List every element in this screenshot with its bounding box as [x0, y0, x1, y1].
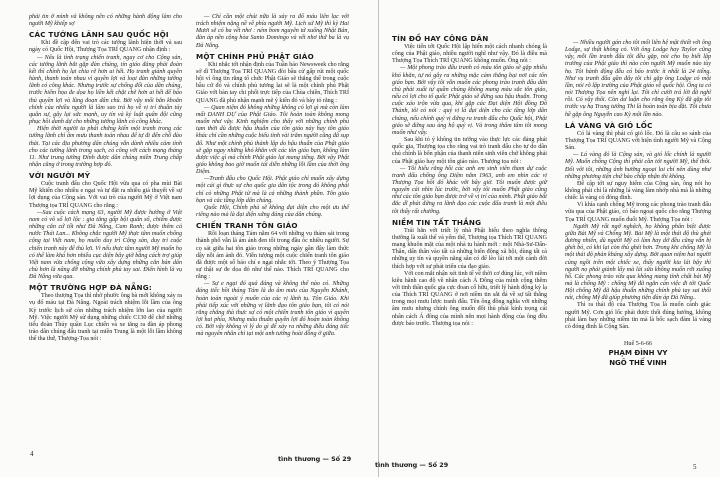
place-date: Huế 5-6-66 [624, 341, 652, 348]
paragraph: Khi nhắc tới nhận định của Tuần báo Newsweek cho rằng sở dĩ Thượng Tọa TRÍ QUANG đòi bầu cử gấp rút một quốc hội vì ông tin rằng tổ chức Phật Giáo sẽ thắng thế trong cuộc bầu cử đó và chính phủ tương lai sẽ là một chính phủ Phật Giáo với bàn tay chi phối trực tiếp của Chùa chiền, Thích TRÍ QUANG đã phủ nhận mạnh mẽ ý kiến đó và bày tỏ rằng : [196, 61, 349, 104]
author-name: NGÔ THẾ VINH [609, 359, 667, 368]
paragraph: Với con mắt nhận xét tinh tế về thời cơ đúng lúc, với niềm kiêu hãnh cao độ về nhân cách Á Đông của mình cộng thêm với tinh thần quốc gia cực đoan cố hữu, triết lý hành động kỳ lạ của Thích TRÍ QUANG ở nơi niềm tin sắt đá về sự tất thắng trong mọi mưu lược tranh đấu. Tên ông đồng nghĩa với những âm mưu nhưng chính ông muốn đối thủ phải kính trọng cái nhân cách Á đông của mình nên mọi hành động của ông đều được báo trước. Thượng tọa nói : [392, 270, 547, 327]
quote: Người Mỹ rất ngớ nghệch, họ không phân biệt được giữa Bài Mỹ và Chống Mỹ. Bài Mỹ là một thái độ thù ghét đương nhiên, dù người Mỹ có làm hay dở đều cũng vẫn bị ghét bỏ, có khi lại còn thù ghét hơn. Trong khi chống Mỹ là một thái độ phản kháng xây dựng. Bởi quan niệm hai người cùng ngồi trên một chiếc xe, thấy người kia lái bậy thì người nọ phải giành lấy mà lái sửa không muốn rớt xuống hố. Các phong trào vừa qua không mang tính chất bài Mỹ mà là chống Mỹ : chống Mỹ đã ngăn cản việc đi tới Quốc Hội chống Mỹ đã hậu thuẫn những chính phủ tay sai thối nát, chống Mỹ đã giúp phương tiện đàn áp Đà Nẵng.. [565, 223, 711, 302]
section-heading: NIỀM TIN TẤT THẮNG [392, 217, 482, 227]
paragraph: Rồi loạn tháng Tám năm 64 với những vụ thảm sát trong thành phố vẫn là ám ảnh đen tối trong đầu óc nhiều người. Sự cọ sát giữa hai tôn giáo trong những ngày gần đây làm thức dậy nỗi ám ảnh đó. Viễn tượng một cuộc chiến tranh tôn giáo đã được một số báo chí e ngại nhắc tới. Theo ý Thượng Tọa sự thật sự đe dọa đó như thế nào. Thích TRÍ QUANG cho rằng : [196, 231, 349, 281]
page-number-right: 5 [693, 463, 697, 471]
author-name: PHẠM ĐÌNH VY [608, 349, 668, 358]
quote: — Chỉ cần một chút nữa là xảy ra đổ máu liên lạc với trách nhiệm nặng nề về phía người Mỹ. Lịch sử Mỹ thì kỳ Hai Mươi sẽ có ba vết nhơ : ném bom nguyên tử xuống Nhật Bản, đàn áp nền cộng hòa Santo Domingo và vết nhơ thứ ba là vụ Đà Nẵng. [196, 14, 349, 49]
left-page-column-1 [29, 14, 182, 343]
quote: Quốc Hội, Chính phủ sẽ không đại diện cho một ưu thế riêng nào mà là đại diện xứng đáng của dân chúng. [196, 204, 349, 219]
quote: — Tôi hiểu rằng hồi các anh em sinh viên tham dự cuộc tranh đấu chống ông Diệm năm 1963, anh em nhìn các vị Thượng Tọa hồi đó khác với bây giờ. Tôi muốn được giữ nguyên cái nhìn lúc trước, bởi vậy tôi muốn Phật giáo cũng như các tôn giáo bạn được trở về vị trí của mình. Phật giáo bất đắc dĩ phải đứng ra lãnh đạo các cuộc đấu tranh là một điều tôi thấy rất chướng. [392, 165, 547, 215]
quote: — Lá vàng đó là Cộng sản, và gió lốc chính là người Mỹ. Muốn chống Cộng thì phải cần tới người Mỹ, thế thôi. Đối với tôi, những ảnh hưởng ngoại lai chỉ nên dùng như những phương tiện chứ bảo chấp nhận thì không. [565, 152, 711, 180]
footer-right: tình thương — Số 29 [375, 461, 449, 469]
section-heading: CÁC TƯỚNG LÃNH SAU QUỐC HỘI [29, 30, 169, 40]
paragraph: Vì khía cạnh chống Mỹ trong các phong trào tranh đấu vừa qua của Phật giáo, có báo ngoại quốc cho rằng Thượng Tọa TRÍ QUANG muốn đuổi Mỹ. Thượng Tọa nói : [565, 202, 711, 223]
quote: — Sự e ngại đó quá đáng và không thể nào có. Những đáng tiếc hồi tháng Tám là do âm mưu của Nguyễn Khánh, hoàn toàn ngoài ý muốn của các vị lãnh tụ. Tôn Giáo. Khi phải tiếp xúc với những vị lãnh đạo tôn giáo bạn, tôi có nói rằng chẳng thà thực sự có một chiến tranh tôn giáo vì quyền lợi hai phía, Nhưng mâu thuẫn quyền lợi đó hoàn toàn không có. Bởi vậy không vì lý do gì để xảy ra những điều đáng tiếc mà nguyên nhân chỉ tại một anh tướng hoài đồng ở giữa. [196, 281, 349, 338]
page-number-left: 4 [30, 450, 34, 458]
footer-left: tình thương — Số 29 [278, 455, 352, 463]
quote: — Một phong trào đấu tranh có màu tôn giáo sẽ gặp nhiều khó khăn, tự nó gây ra những mặc cảm thắng bại nơi các tôn giáo bạn. Bởi vậy tôi vẫn muốn các phong trào tranh đấu dân chủ phát xuất tự quần chúng không mang màu sắc tôn giáo, nếu có lợi cho tổ quốc Phật giáo sẽ đứng sau hậu thuẫn. Trong cuộc xáo trộn vừa qua, khi gặp các Đại diện Hội đồng Đô Thành, tôi có nói : quý vị là đại diện cho các tầng lớp dân chúng, nếu chính quý vị đứng ra tranh đấu cho Quốc hội, Phật giáo sẽ đứng sau ủng hộ quý vị. Và trong thâm tâm tôi mong muốn như vậy. [392, 65, 547, 136]
section-heading: MỘT TRƯỜNG HỢP ĐÀ NẴNG: [29, 283, 152, 293]
right-page-column-1 [392, 32, 547, 328]
paragraph: Khi đề cập đến vai trò các tướng lãnh hiện thời và sau ngày có Quốc Hội, Thượng Tọa TRÍ QUANG nhận định : [29, 40, 182, 54]
section-heading: LÁ VÀNG VÀ GIÓ LỐC [565, 120, 653, 130]
paragraph: Hiện thời người ta phải chứng kiến một tranh trong các tướng lãnh chỉ âm mưu thanh toán nhau để tự đi đến chỗ đào thải. Tại các địa phương dân chúng vẫn dành nhiều cảm tình cho các tướng lãnh trong sạch, có công với cách mạng tháng 11. Như trung tướng Đính được dân chúng miền Trung chấp nhận cũng ở trong trường hợp đó. [29, 126, 182, 168]
paragraph: Cuộc tranh đấu cho Quốc Hội vừa qua có pha mùi Bài Mỹ khiến cho nhiều e ngại và tự đặt ra nhiều giả thuyết về sự lợi dụng của Cộng sản. Với vai trò của người Mỹ ở Việt nam Thượng tọa TRÍ QUANG cho rằng : [29, 181, 182, 209]
quote: —Tranh đấu cho Quốc Hội. Phật giáo chỉ muốn xây dựng một cái gì thực sự cho quốc gia dân tộc trong đó không phải chỉ có những Phật tử mà là cả những thành phần. Tôn giáo bạn và các tầng lớp dân chúng. [196, 176, 349, 204]
quote: — Nếu là tình trạng chiến tranh, nguy cơ cho Cộng sản, các tướng lãnh bắt gặp đàn chúng, tín giáo đảng phải đoàn kết thì chính họ lại chia rẽ hơn ai hết. Họ tranh giành quyền hành, thanh toán nhau vì quyền lợi và loại đàn những tướng lãnh có công khác. Nhưng trước sự chống đối của dân chúng, trước hiểm họa đe dọa họ liền kết chặt chẽ hơn ai hết để bảo thủ quyền lợi và lũng đoạn dân chủ. Bởi vậy mối băn khoăn chính của nhiều người là làm sao trả họ về vị trí thuần túy quân sự, gây lại sức mạnh, uy tín và kỷ luật quân đội cũng phục hồi danh dự cho những tướng lãnh có công khác. [29, 54, 182, 126]
page-gutter [378, 0, 379, 477]
left-page-column-2 [196, 14, 349, 339]
section-heading: MỘT CHÍNH PHỦ PHẬT GIÁO [196, 51, 314, 61]
paragraph: Sau khi tỏ ý không tin tưởng vào thực lực các đảng phái quốc gia, Thượng tọa cho rằng vai trò tranh đấu cho tự do dân chủ chính là bổn phận của thanh niên sinh viên chứ không phải của Phật giáo hay một tôn giáo nào. Thượng tọa nói : [392, 137, 547, 165]
quote: — Quan niệm đó không những không có lợi gì mà còn làm mất DANH DỰ của Phật Giáo. Tôi hoàn toàn không mong muốn như vậy. Kinh nghiệm cho thấy với những chính phủ tạm thời dù được hậu thuẫn của tôn giáo này hay tôn giáo khác chỉ cần những cuộc biểu tình vài trăm người cũng đã sụp đổ. Như một chính phủ thành lập do hậu thuẫn của Phật giáo sẽ gặp ngay những khó khăn với các tôn giáo bạn, không làm được việc gì mà chính Phật giáo lại mang tiếng. Bởi vậy Phật giáo không bao giờ muốn tái diễn những lỗi lầm của thời ông Diệm. [196, 104, 349, 176]
paragraph: Trái hẳn với triết lý nhà Phật hiểu theo nghĩa thông thường là xuất thế và yếm thế, Thượng tọa Thích TRÍ QUANG mang khuôn mặt của một nhà tu hành mới : một Nhà-Sư-Dấn-Thân, dấn thân vào tất cả những biến động xã hội, dùng tất cả những uy tín và quyền năng sẵn có để lèo lái tới một cảnh đời thích hợp với sự phát triển của đạo giáo. [392, 227, 547, 270]
paragraph: Thì ra thái độ của Thượng Tọa là muốn cảnh giác người Mỹ. Cơn gió lốc phải được thổi đúng hướng, không phải làm bay những niềm tin mà là bốc sạch đám lá vàng có đóng đinh là Cộng Sản. [565, 302, 711, 330]
paragraph: Việc tiến tới Quốc Hội lập hiến một cách nhanh chóng là công của Phật giáo, nhiều người nghĩ như vậy. Đó là điều mà Thượng Tọa Thích TRÍ QUANG không muốn. Ông nói : [392, 44, 547, 65]
paragraph: Có lá vàng thì phải có gió lốc. Đó là câu so sánh của Thượng Tọa TRÍ QUANG với hiện tình người Mỹ và Cộng Sản. [565, 130, 711, 152]
quote: —Sau cuộc cách mạng 63, người Mỹ được hưởng ở Việt nam có vô số lợi lộc : gia tăng gấp bội quân số, chiếm được những căn cứ tốt như Đà Nẵng, Cam Ranh; được thêm cả nước Thái Lan... Không chắc người Mỹ thực tâm muốn chống cộng tại Việt nam, họ muốn duy trì Cộng sản, duy trì cuộc chiến tranh này để thủ lợi. Vì nếu thực tâm người Mỹ muốn họ có thể làm khá hơn nhiều cục diện bây giờ bằng cách trợ giúp Việt nam vừa chống cộng vừa xây dựng những căn bản dân chủ hơn là nâng đỡ những chính phủ tay sai. Điển hình là vụ Đà Nẵng vừa qua. [29, 209, 182, 281]
section-heading: VỚI NGƯỜI MỸ [29, 171, 91, 181]
section-heading: CHIẾN TRANH TÔN GIÁO [196, 221, 298, 231]
paragraph: Để cập tới sự nguy hiểm của Cộng sản, ông nói họ không phải chỉ là những lá vàng làm nhớp nhà mà là những chiếc lá vàng có đóng đinh. [565, 180, 711, 202]
paragraph: phải tin ở mình và không nên có những hành động làm cho người Mỹ khiếp sợ [29, 14, 182, 28]
paragraph: Theo thượng Tọa thì nhờ phước ông bà mới không xảy ra vụ đổ máu tại Đà Nẵng. Ngoài trách nhiệm lỗi lầm của ông Kỳ trước lịch sử còn những trách nhiệm lớn lao của người Mỹ. Việc người Mỹ sử dụng những chiếc C130 để chở những tiểu đoàn Thủy quân Lục chiến và xe tăng ra đàn áp phong trào dân chúng đấu tranh tại miền Trung là một lỗi lầm không thể tha thứ, Thượng-Tọa nói : [29, 293, 182, 343]
section-heading: TÍN ĐỒ HAY CÔNG DÂN [392, 34, 489, 43]
quote: — Nhiều người gán cho tôi mối liên hệ mật thiết với ông Lodge, sự thật không có. Với ông Lodge hay Taylor cũng vậy, mỗi lần tranh đấu tôi đều gặp, nói cho họ biết lập trường của Phật giáo thì nào còn người Mỹ muốn nào tùy họ. Tôi hành động đều có báo trước ít nhất là 24 tiếng. Như vụ tranh đấu gần đây tôi chỉ gặp ông Lodge có một lần, nói rõ lập trường của Phật giáo về quốc hội. Ông ta có nói Thượng Tọa nên nghỉ lại. Tôi chỉ cười trả lời đã nghĩ rồi. Có vậy thôi. Còn dư luận cho rằng ông Kỳ đã gặp tôi trước vụ hạ Trung tướng Thi là hoàn toàn bịa đặt. Tôi chưa hề gặp ông Nguyễn cao Kỳ một lần nào. [565, 40, 711, 118]
right-page-column-2 [565, 40, 711, 368]
